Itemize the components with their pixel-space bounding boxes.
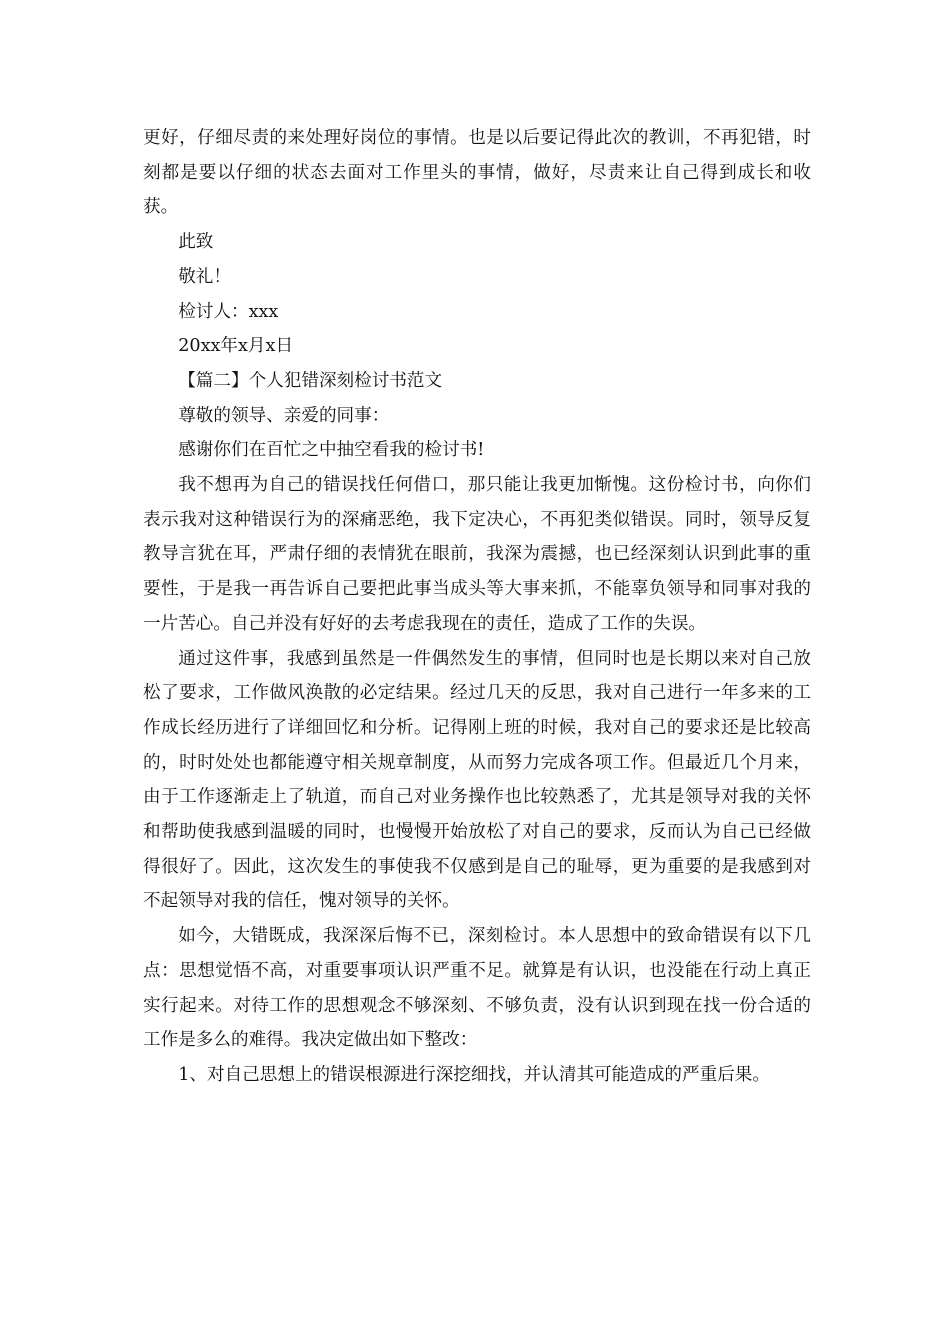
signer-line: 检讨人：xxx xyxy=(178,301,279,322)
salutation-line: 尊敬的领导、亲爱的同事： xyxy=(178,405,390,426)
body-paragraph-2: 通过这件事，我感到虽然是一件偶然发生的事情，但同时也是长期以来对自己放松了要求，工作做风涣散的必定结果。经过几天的反思，我对自己进行一年多来的工作成长经历进行了详细回忆和分析。记得刚上班的时候，我对自己的要求还是比较高的，时时处处也都能遵守相关规章制度，从而努力完成各项工作。但最近几个月来，由于工作逐渐走上了轨道，而自己对业务操作也比较熟悉了，尤其是领导对我的关怀和帮助使我感到温暖的同时，也慢慢开始放松了对自己的要求，反而认为自己已经做得很好了。因此，这次发生的事使我不仅感到是自己的耻辱，更为重要的是我感到对不起领导对我的信任，愧对领导的关怀。 xyxy=(143,648,811,912)
continuation-paragraph: 更好，仔细尽责的来处理好岗位的事情。也是以后要记得此次的教训，不再犯错，时刻都是要以仔细的状态去面对工作里头的事情，做好，尽责来让自己得到成长和收获。 xyxy=(143,128,811,218)
document-page xyxy=(143,121,811,1093)
closing-line-2: 敬礼！ xyxy=(178,266,231,287)
date-line: 20xx年x月x日 xyxy=(178,336,294,357)
body-paragraph-1: 我不想再为自己的错误找任何借口，那只能让我更加惭愧。这份检讨书，向你们表示我对这种错误行为的深痛恶绝，我下定决心，不再犯类似错误。同时，领导反复教导言犹在耳，严肃仔细的表情犹在眼前，我深为震撼，也已经深刻认识到此事的重要性，于是我一再告诉自己要把此事当成头等大事来抓，不能辜负领导和同事对我的一片苦心。自己并没有好好的去考虑我现在的责任，造成了工作的失误。 xyxy=(143,475,811,634)
body-paragraph-4: 1、对自己思想上的错误根源进行深挖细找，并认清其可能造成的严重后果。 xyxy=(178,1064,770,1085)
body-paragraph-3: 如今，大错既成，我深深后悔不已，深刻检讨。本人思想中的致命错误有以下几点：思想觉悟不高，对重要事项认识严重不足。就算是有认识，也没能在行动上真正实行起来。对待工作的思想观念不够深刻、不够负责，没有认识到现在找一份合适的工作是多么的难得。我决定做出如下整改： xyxy=(143,926,811,1051)
section-title: 【篇二】个人犯错深刻检讨书范文 xyxy=(178,370,443,391)
closing-line-1: 此致 xyxy=(178,232,214,253)
thanks-line: 感谢你们在百忙之中抽空看我的检讨书! xyxy=(178,440,485,461)
